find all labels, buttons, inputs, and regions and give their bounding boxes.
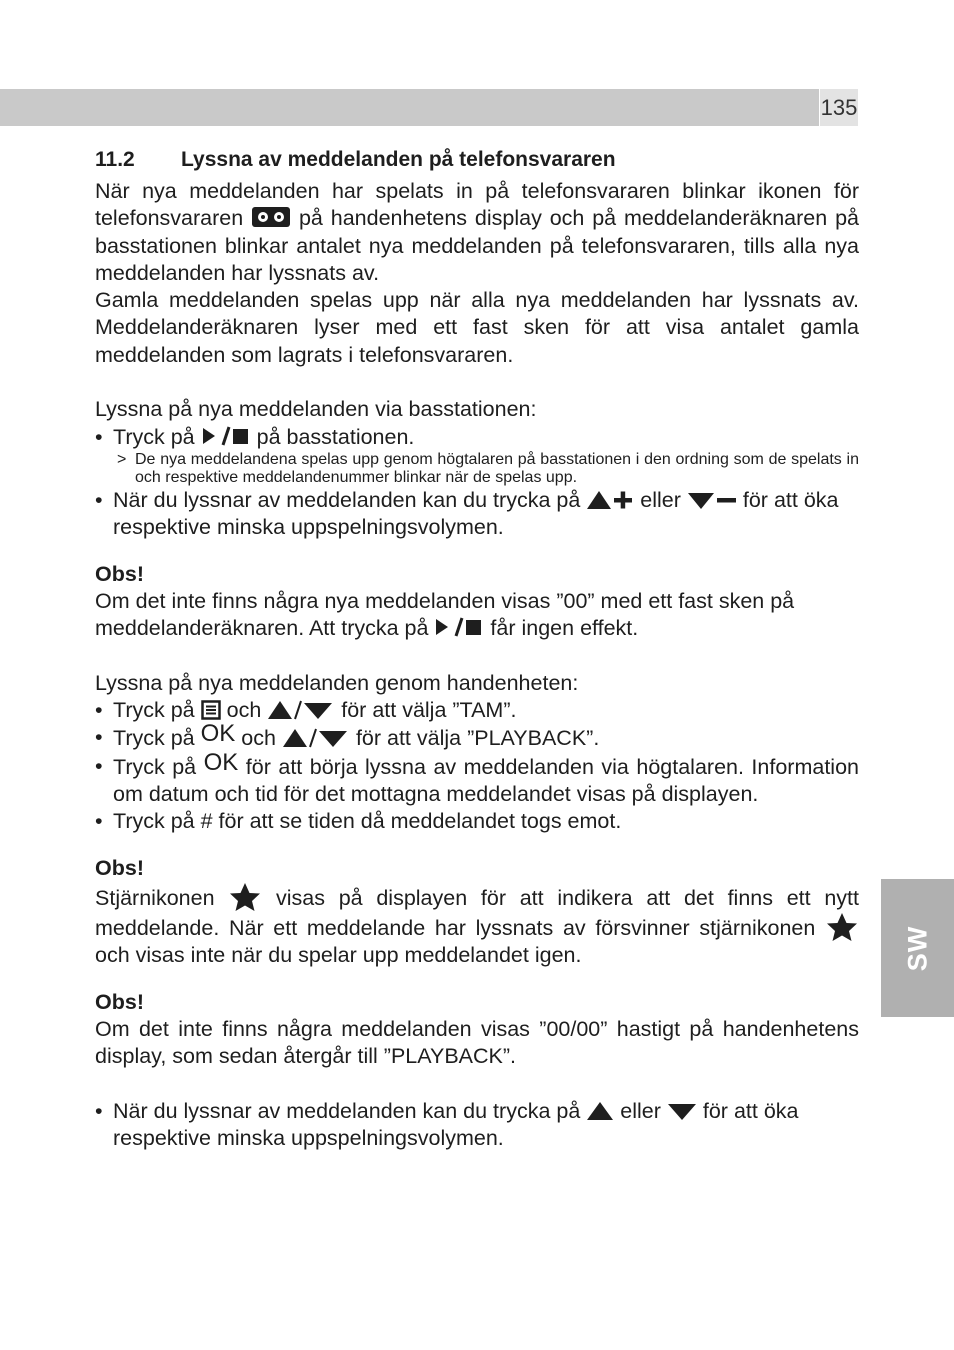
list-item: • Tryck på OK och för att välja ”PLAYBACK”. xyxy=(95,720,600,751)
note-text: Stjärnikonen visas på displayen för att indikera att det finns ett nytt meddelande. När ett meddelande har lyssnats av försvinner stjärnikonen och visas inte när du spelar upp meddelandet igen. xyxy=(95,882,859,970)
section-number: 11.2 xyxy=(95,148,135,171)
section-heading xyxy=(95,146,859,174)
language-tab-label: SW xyxy=(902,925,932,971)
play-stop-icon xyxy=(201,425,251,447)
page-content xyxy=(95,146,859,1153)
note-text: Om det inte finns några meddelanden visas ”00/00” hastigt på handenhetens display, som sedan återgår till ”PLAYBACK”. xyxy=(95,1017,859,1069)
list-item: • Tryck på på basstationen. xyxy=(95,424,415,449)
list-item: • Tryck på OK för att börja lyssna av meddelanden via högtalaren. Information om datum och tid för det mottagna meddelandet visas på displayen. xyxy=(95,748,859,806)
up-icon xyxy=(586,1101,614,1121)
page-number: 135 xyxy=(820,89,858,126)
star-icon xyxy=(825,912,859,942)
menu-icon xyxy=(201,700,221,720)
list-item: • Tryck på och för att välja ”TAM”. xyxy=(95,698,517,723)
note-title: Obs! xyxy=(95,855,144,880)
list-item: • När du lyssnar av meddelanden kan du trycka på eller för att öka respektive minska uppspelningsvolymen. xyxy=(95,487,839,540)
header-bar xyxy=(0,89,819,126)
star-icon xyxy=(228,882,262,912)
intro-text-2: på handenhetens display och på meddelanderäknaren på basstationen blinkar antalet nya meddelanden på telefonsvararen, tills alla nya meddelanden har lyssnats av. xyxy=(95,206,859,285)
list-item: • När du lyssnar av meddelanden kan du trycka på eller för att öka respektive minska uppspelningsvolymen. xyxy=(95,1098,799,1151)
base-intro: Lyssna på nya meddelanden via basstationen: xyxy=(95,397,537,422)
language-tab xyxy=(881,879,954,1017)
tape-icon xyxy=(251,206,291,228)
intro-paragraph xyxy=(95,178,859,287)
list-subitem: > De nya meddelandena spelas upp genom högtalaren på basstationen i den ordning som de spelats in och respektive meddelandenummer blinkar när de spelas upp. xyxy=(117,450,859,486)
note-title: Obs! xyxy=(95,989,144,1014)
down-minus-icon xyxy=(687,490,737,510)
play-stop-icon xyxy=(434,616,484,638)
note-title: Obs! xyxy=(95,561,144,586)
list-item: • Tryck på # för att se tiden då meddelandet togs emot. xyxy=(95,809,622,834)
old-messages-paragraph: Gamla meddelanden spelas upp när alla nya meddelanden har lyssnats av. Meddelanderäknaren lyser med ett fast sken för att visa antalet gamla meddelanden som lagrats i telefonsvararen. xyxy=(95,288,859,367)
ok-key-label: OK xyxy=(200,720,236,748)
up-plus-icon xyxy=(586,490,634,510)
up-down-icon xyxy=(267,700,335,720)
up-down-icon xyxy=(282,728,350,748)
section-title: Lyssna av meddelanden på telefonsvararen xyxy=(181,148,616,171)
note-text: Om det inte finns några nya meddelanden visas ”00” med ett fast sken på meddelanderäknaren. Att trycka på får ingen effekt. xyxy=(95,588,795,641)
intro-text-1: När nya meddelanden har spelats in på telefonsvararen blinkar ikonen för telefonsvararen xyxy=(95,179,859,231)
handset-intro: Lyssna på nya meddelanden genom handenheten: xyxy=(95,670,579,695)
down-icon xyxy=(667,1101,697,1121)
ok-key-label: OK xyxy=(203,748,239,776)
